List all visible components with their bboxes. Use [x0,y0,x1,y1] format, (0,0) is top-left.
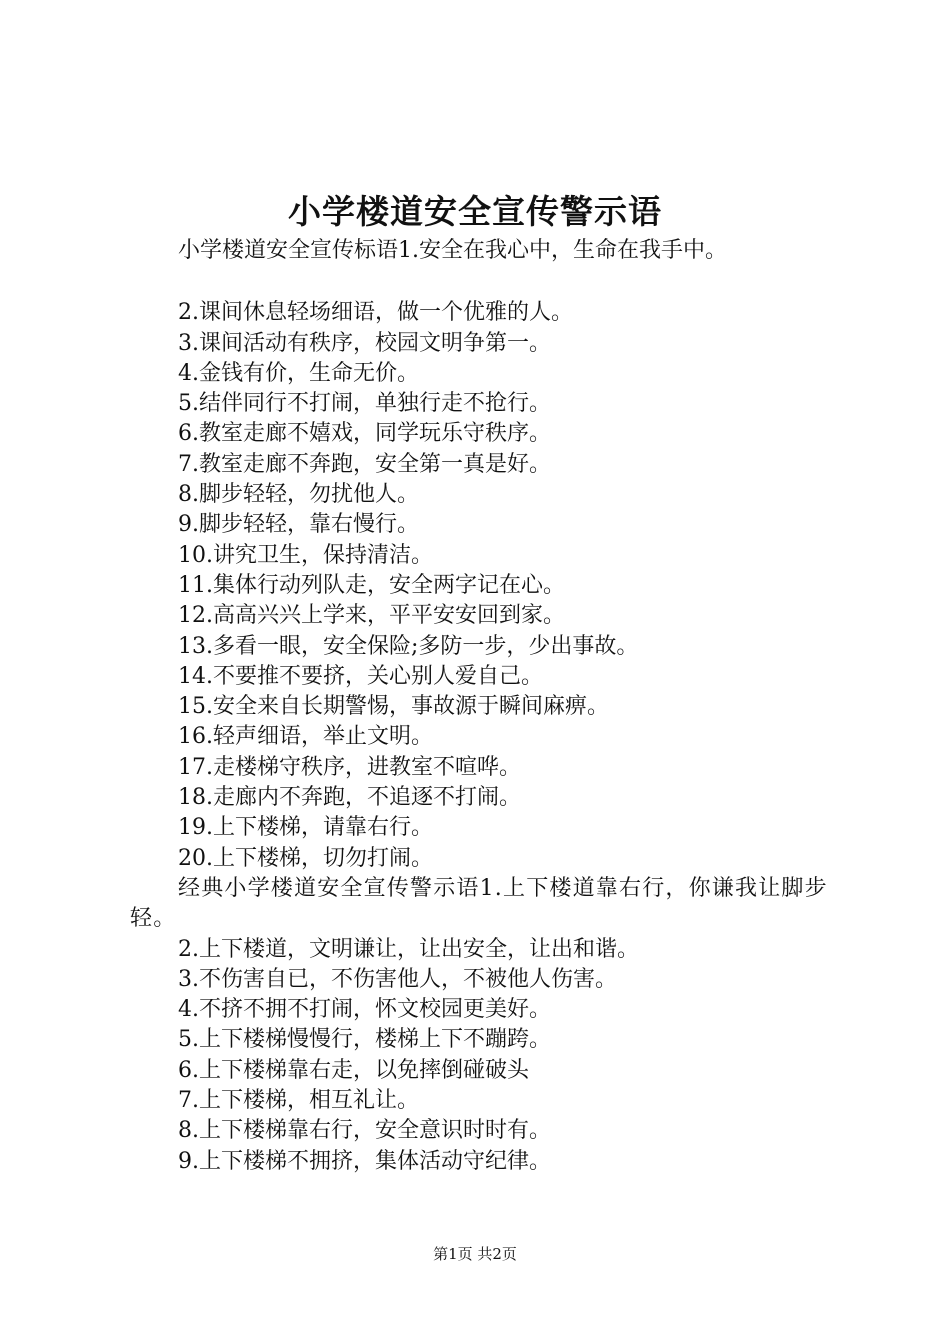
list-item: 20.上下楼梯，切勿打闹。 [178,845,433,871]
list-item: 8.上下楼梯靠右行，安全意识时时有。 [178,1118,551,1144]
list-item: 7.教室走廊不奔跑，安全第一真是好。 [178,451,551,477]
intro-line: 小学楼道安全宣传标语1.安全在我心中，生命在我手中。 [178,238,727,263]
paragraph-gap [130,266,840,298]
list-item: 9.上下楼梯不拥挤，集体活动守纪律。 [178,1148,551,1174]
list-item: 10.讲究卫生，保持清洁。 [178,542,433,568]
list-item: 2.课间休息轻场细语，做一个优雅的人。 [178,300,573,326]
list-item: 16.轻声细语，举止文明。 [178,724,433,750]
list-item: 17.走楼梯守秩序，进教室不喧哗。 [178,754,521,780]
list-item: 12.高高兴兴上学来，平平安安回到家。 [178,603,565,629]
list-item: 4.不挤不拥不打闹，怀文校园更美好。 [178,997,551,1023]
page-footer: 第1页 共2页 [433,1245,517,1263]
list-item: 5.结伴同行不打闹，单独行走不抢行。 [178,391,551,417]
section-2-heading-line: 经典小学楼道安全宣传警示语1.上下楼道靠右行，你谦我让脚步轻。 [130,875,828,932]
list-item: 9.脚步轻轻，靠右慢行。 [178,512,419,538]
list-item: 4.金钱有价，生命无价。 [178,360,419,386]
list-item: 18.走廊内不奔跑，不追逐不打闹。 [178,785,521,811]
list-item: 11.集体行动列队走，安全两字记在心。 [178,572,565,598]
list-item: 5.上下楼梯慢慢行，楼梯上下不蹦跨。 [178,1027,551,1053]
slogan-list-1 [130,298,840,874]
list-item: 3.课间活动有秩序，校园文明争第一。 [178,330,551,356]
document-title: 小学楼道安全宣传警示语 [288,192,662,231]
list-item: 15.安全来自长期警惕，事故源于瞬间麻痹。 [178,694,609,720]
list-item: 2.上下楼道，文明谦让，让出安全，让出和谐。 [178,936,639,962]
list-item: 3.不伤害自已，不伤害他人，不被他人伤害。 [178,966,617,992]
list-item: 8.脚步轻轻，勿扰他人。 [178,482,419,508]
document-body [130,236,840,1177]
list-item: 6.教室走廊不嬉戏，同学玩乐守秩序。 [178,421,551,447]
list-item: 7.上下楼梯，相互礼让。 [178,1088,419,1114]
list-item: 14.不要推不要挤，关心别人爱自己。 [178,663,543,689]
slogan-list-2 [130,935,840,1177]
list-item: 13.多看一眼，安全保险;多防一步，少出事故。 [178,633,639,659]
list-item: 19.上下楼梯，请靠右行。 [178,815,433,841]
list-item: 6.上下楼梯靠右走，以免摔倒碰破头 [178,1057,529,1083]
